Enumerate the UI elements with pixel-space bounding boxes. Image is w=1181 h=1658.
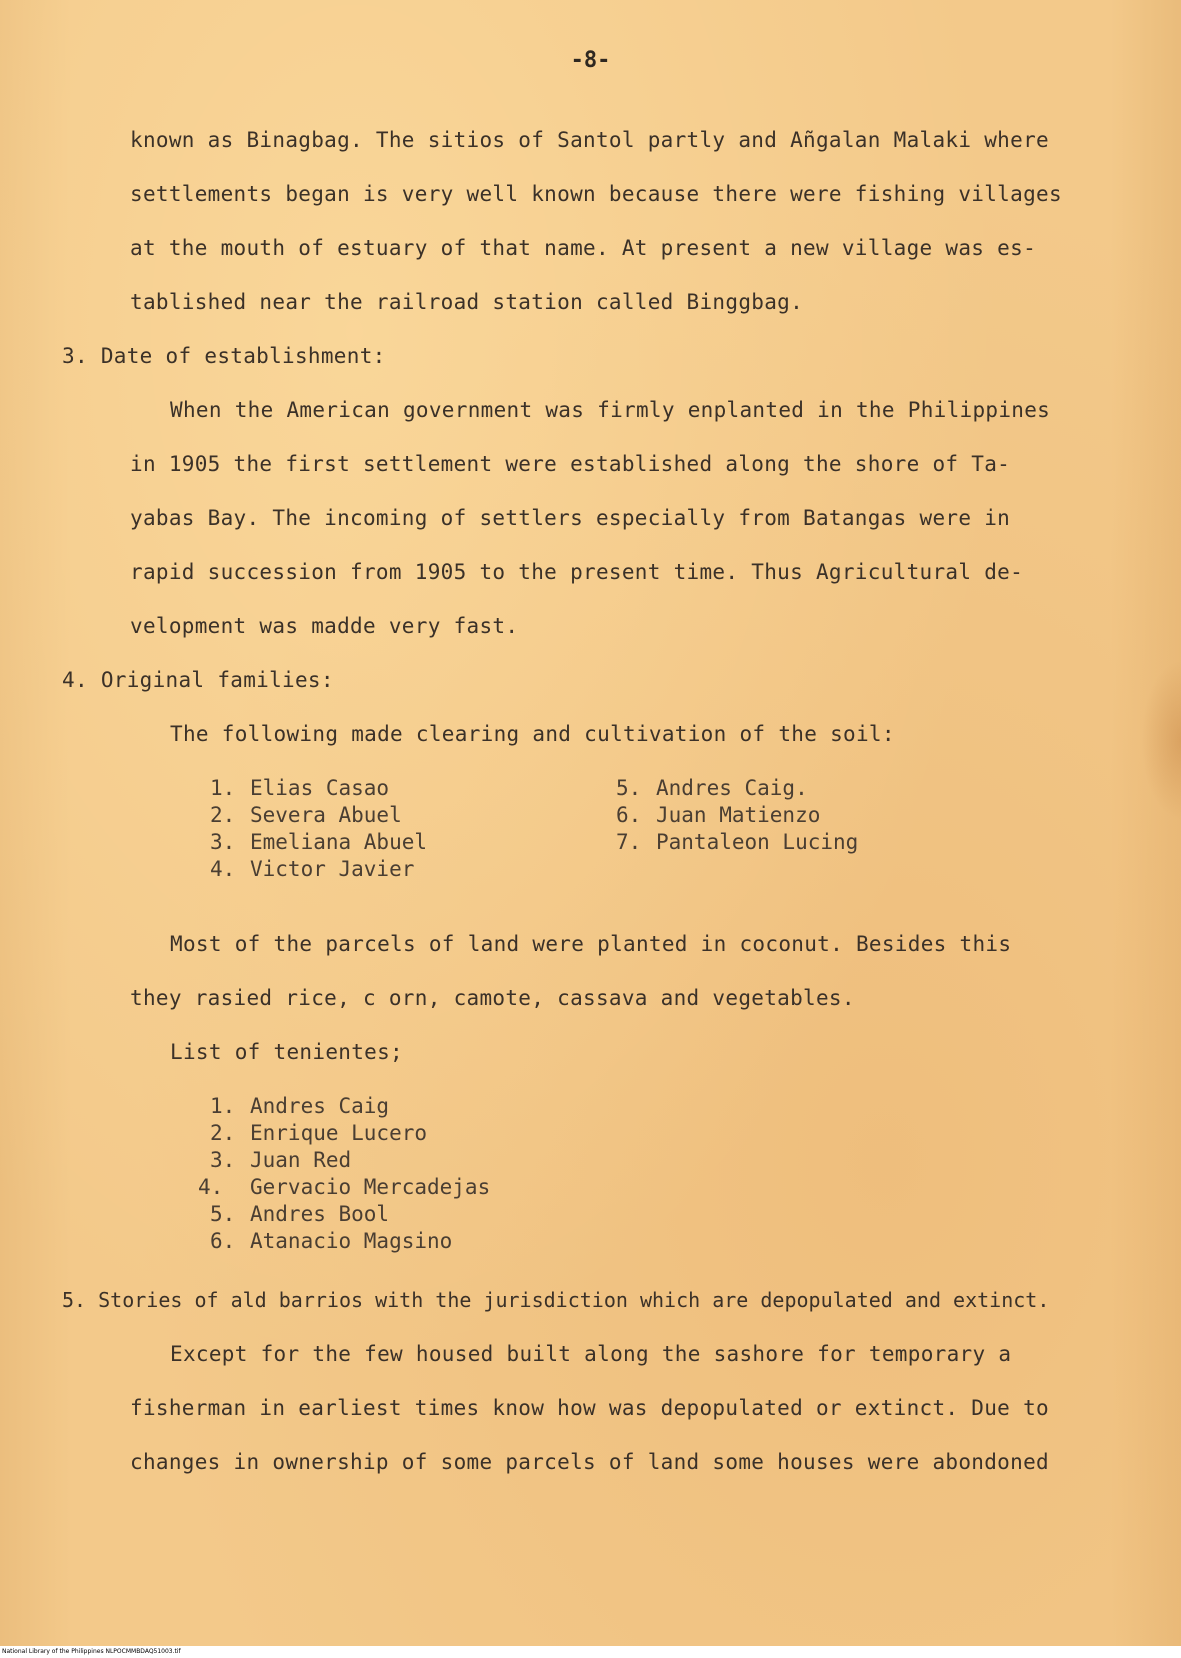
section-3-line: yabas Bay. The incoming of settlers especially from Batangas were in	[130, 506, 1011, 530]
section-4-intro: The following made clearing and cultivation of the soil:	[170, 722, 895, 746]
teniente-number: 2.	[210, 1121, 236, 1145]
family-name: Severa Abuel	[250, 803, 402, 827]
teniente-name: Enrique Lucero	[250, 1121, 428, 1145]
section-5-line: changes in ownership of some parcels of land some houses were abondoned	[130, 1450, 1049, 1474]
crops-line: they rasied rice, c orn, camote, cassava and vegetables.	[130, 986, 855, 1010]
teniente-number: 5.	[210, 1202, 236, 1226]
teniente-number: 3.	[210, 1148, 236, 1172]
family-name: Andres Caig.	[656, 776, 808, 800]
section-3-line: rapid succession from 1905 to the present time. Thus Agricultural de-	[130, 560, 1024, 584]
crops-line: Most of the parcels of land were planted in coconut. Besides this	[170, 932, 1012, 956]
family-item	[210, 776, 389, 800]
family-number: 3.	[210, 830, 236, 854]
intro-line: at the mouth of estuary of that name. At present a new village was es-	[130, 236, 1037, 260]
section-5-heading: 5. Stories of ald barrios with the jurisdiction which are depopulated and extinct.	[62, 1288, 1050, 1312]
intro-line: known as Binagbag. The sitios of Santol partly and Añgalan Malaki where	[130, 128, 1049, 152]
family-name: Emeliana Abuel	[250, 830, 428, 854]
intro-line: settlements began is very well known because there were fishing villages	[130, 182, 1062, 206]
family-name: Juan Matienzo	[656, 803, 821, 827]
page-number: -8-	[570, 48, 611, 73]
teniente-name: Andres Bool	[250, 1202, 390, 1226]
family-item	[616, 830, 858, 854]
family-number: 6.	[616, 803, 642, 827]
paper-stain	[1141, 660, 1181, 820]
family-number: 7.	[616, 830, 642, 854]
teniente-item	[198, 1175, 490, 1199]
family-number: 4.	[210, 857, 236, 881]
family-item	[210, 803, 402, 827]
family-number: 2.	[210, 803, 236, 827]
teniente-name: Andres Caig	[250, 1094, 390, 1118]
family-item	[616, 776, 808, 800]
section-4-heading: 4. Original families:	[62, 668, 334, 692]
family-number: 1.	[210, 776, 236, 800]
teniente-number: 1.	[210, 1094, 236, 1118]
family-item	[616, 803, 820, 827]
teniente-number: 6.	[210, 1229, 236, 1253]
teniente-item	[210, 1202, 389, 1226]
teniente-name: Juan Red	[250, 1148, 352, 1172]
section-3-line: velopment was madde very fast.	[130, 614, 519, 638]
section-3-line: in 1905 the first settlement were established along the shore of Ta-	[130, 452, 1011, 476]
footer-caption: National Library of the Philippines NLPOCMMBDAQ51003.tif	[2, 1648, 181, 1655]
teniente-item	[210, 1094, 389, 1118]
family-name: Elias Casao	[250, 776, 390, 800]
family-name: Victor Javier	[250, 857, 415, 881]
teniente-item	[210, 1229, 452, 1253]
section-3-heading: 3. Date of establishment:	[62, 344, 386, 368]
teniente-name: Gervacio Mercadejas	[250, 1175, 491, 1199]
intro-line: tablished near the railroad station called Binggbag.	[130, 290, 804, 314]
teniente-number: 4.	[198, 1175, 224, 1199]
teniente-item	[210, 1148, 351, 1172]
teniente-item	[210, 1121, 427, 1145]
tenientes-heading: List of tenientes;	[170, 1040, 403, 1064]
family-name: Pantaleon Lucing	[656, 830, 859, 854]
section-5-line: fisherman in earliest times know how was depopulated or extinct. Due to	[130, 1396, 1049, 1420]
family-item	[210, 830, 427, 854]
section-3-line: When the American government was firmly enplanted in the Philippines	[170, 398, 1051, 422]
family-number: 5.	[616, 776, 642, 800]
section-5-line: Except for the few housed built along the sashore for temporary a	[170, 1342, 1012, 1366]
teniente-name: Atanacio Magsino	[250, 1229, 453, 1253]
family-item	[210, 857, 414, 881]
